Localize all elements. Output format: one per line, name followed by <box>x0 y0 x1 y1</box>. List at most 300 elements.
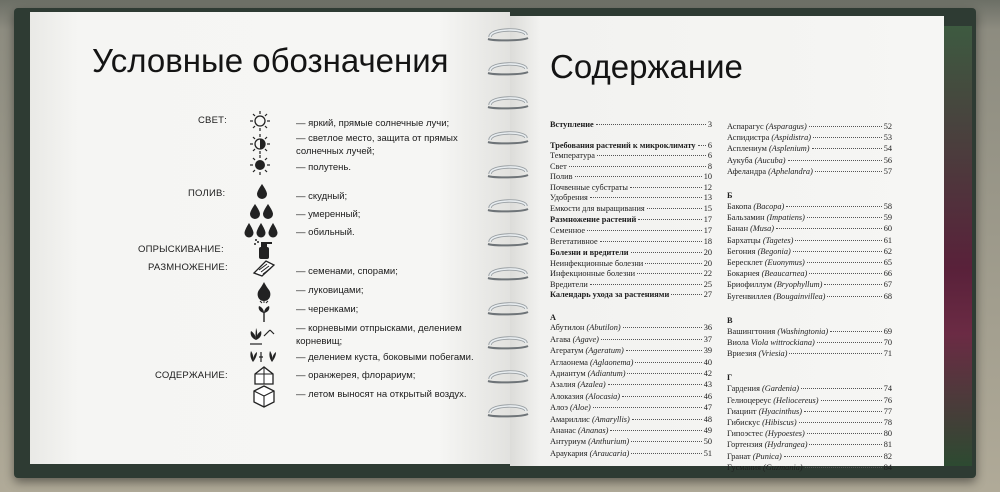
toc-leader-dots <box>807 217 882 218</box>
toc-page-number: 81 <box>883 440 892 450</box>
toc-leader-dots <box>645 263 701 264</box>
toc-leader-dots <box>637 273 702 274</box>
toc-entry-latin: (Guzmania) <box>762 462 803 472</box>
toc-entry-title: Банан <box>727 224 749 234</box>
toc-leader-dots <box>627 373 701 374</box>
toc-entry-title: Аглаонема <box>550 357 588 367</box>
toc-leader-dots <box>632 419 702 420</box>
toc-leader-dots <box>590 284 702 285</box>
toc-entry <box>727 247 892 256</box>
toc-leader-dots <box>807 433 882 434</box>
toc-entry-latin: (Asplenium) <box>768 144 810 154</box>
toc-entry-title: Бриофиллум <box>727 280 772 290</box>
toc-leader-dots <box>597 155 706 156</box>
toc-entry-title: Полив <box>550 172 573 182</box>
toc-entry <box>550 226 712 235</box>
toc-entry <box>727 236 892 245</box>
toc-entry-latin: (Azalea) <box>577 380 606 390</box>
show-through-text <box>308 94 312 111</box>
light-shade-desc: — полутень. <box>296 162 352 173</box>
toc-leader-dots <box>830 331 882 332</box>
toc-page-number: 27 <box>703 290 712 300</box>
toc-entry-title: Инфекционные болезни <box>550 269 636 279</box>
toc-entry <box>727 418 892 427</box>
toc-entry-latin: (Musa) <box>750 224 775 234</box>
toc-leader-dots <box>801 388 882 389</box>
toc-entry-title: Алоэ <box>550 403 568 413</box>
toc-page-number: 17 <box>703 215 712 225</box>
toc-entry-latin: (Amaryllis) <box>591 414 630 424</box>
toc-leader-dots <box>824 284 881 285</box>
toc-entry <box>550 358 712 367</box>
propagation-roots-desc: — корневыми отпрысками, делением корневищ; <box>296 323 462 347</box>
outdoor-box-icon <box>252 384 276 408</box>
toc-leader-dots <box>809 126 882 127</box>
toc-entry-latin: (Hyacinthus) <box>758 406 802 416</box>
toc-page-number: 3 <box>707 120 712 129</box>
toc-entry-latin: (Washingtonia) <box>777 326 829 336</box>
toc-page-number: 15 <box>703 203 712 213</box>
toc-page-number: 17 <box>703 225 712 235</box>
toc-entry-title: Бакопа <box>727 202 752 211</box>
toc-letter-heading: Г <box>727 373 733 383</box>
propagation-bush-desc: — делением куста, боковыми побегами. <box>296 352 474 363</box>
toc-page-number: 56 <box>883 155 892 165</box>
toc-entry-title: Бокарнея <box>727 269 760 279</box>
toc-entry <box>550 151 712 160</box>
toc-entry-latin: Viola wittrockiana) <box>750 338 815 347</box>
legend-title: Условные обозначения <box>92 42 449 79</box>
toc-leader-dots <box>635 362 701 363</box>
legend-page <box>30 12 510 464</box>
toc-page-number: 65 <box>883 258 892 267</box>
toc-leader-dots <box>593 407 702 408</box>
toc-entry <box>550 290 712 299</box>
toc-leader-dots <box>827 296 881 297</box>
toc-entry-latin: (Punica) <box>752 451 782 461</box>
toc-page-number: 18 <box>703 236 712 246</box>
toc-entry-title: Ананас <box>550 425 576 435</box>
toc-entry <box>727 269 892 278</box>
toc-page-number: 47 <box>703 403 712 413</box>
toc-entry-latin: (Vriesia) <box>758 349 788 359</box>
toc-leader-dots <box>821 400 882 401</box>
toc-page-number: 60 <box>883 224 892 234</box>
toc-entry <box>550 237 712 246</box>
propagation-seeds-desc: — семенами, спорами; <box>296 266 398 277</box>
toc-entry-latin: (Bacopa) <box>753 202 785 211</box>
toc-leader-dots <box>596 124 706 125</box>
toc-entry-title: Календарь ухода за растениями <box>550 290 670 300</box>
toc-entry <box>727 144 892 153</box>
toc-entry <box>550 280 712 289</box>
toc-page-number: 76 <box>883 395 892 405</box>
toc-entry-title: Гипоэстес <box>727 429 764 439</box>
toc-entry <box>550 193 712 202</box>
toc-entry-latin: (Hydrangea) <box>764 440 808 450</box>
toc-entry-title: Антуриум <box>550 437 586 447</box>
toc-entry <box>550 346 712 355</box>
toc-entry-latin: (Euonymus) <box>764 258 805 267</box>
toc-entry-title: Аукуба <box>727 155 753 165</box>
toc-page-number: 8 <box>707 161 712 171</box>
toc-leader-dots <box>647 208 702 209</box>
propagation-cuttings-desc: — черенками; <box>296 304 359 315</box>
toc-entry-latin: (Araucaria) <box>589 448 630 458</box>
toc-page-number: 67 <box>883 280 892 290</box>
toc-leader-dots <box>815 171 882 172</box>
toc-page-number: 6 <box>707 151 712 161</box>
toc-leader-dots <box>626 350 702 351</box>
toc-entry <box>550 204 712 213</box>
drop-scant-icon <box>255 182 269 200</box>
toc-entry-latin: (Adiantum) <box>587 368 626 378</box>
toc-entry-latin: (Begonia) <box>757 246 791 256</box>
toc-page-number: 10 <box>703 172 712 182</box>
toc-entry <box>727 407 892 416</box>
contents-column-1 <box>550 120 712 460</box>
toc-page-number: 74 <box>883 384 892 394</box>
toc-entry-title: Вашингтония <box>727 326 776 336</box>
toc-leader-dots <box>569 166 706 167</box>
toc-entry <box>727 463 892 472</box>
toc-page-number: 82 <box>883 451 892 461</box>
root-division-icon <box>248 326 278 346</box>
spiral-ring <box>484 334 532 350</box>
toc-leader-dots <box>610 430 701 431</box>
toc-letter-heading: А <box>550 312 556 322</box>
toc-entry-title: Требования растений к микроклимату <box>550 140 696 150</box>
toc-page-number: 52 <box>883 122 892 131</box>
toc-entry <box>550 335 712 344</box>
toc-entry <box>550 415 712 424</box>
contents-title: Содержание <box>550 48 743 85</box>
toc-entry-title: Адиантум <box>550 368 586 378</box>
toc-entry-latin: (Beaucarnea) <box>761 269 808 279</box>
toc-entry-title: Болезни и вредители <box>550 248 629 258</box>
toc-page-number: 80 <box>883 429 892 439</box>
toc-page-number: 12 <box>703 182 712 192</box>
watering-label: ПОЛИВ: <box>188 188 226 199</box>
toc-entry <box>727 292 892 301</box>
toc-entry-latin: (Bryophyllum) <box>773 280 823 290</box>
toc-entry <box>727 327 892 336</box>
toc-entry-title: Агава <box>550 334 571 344</box>
keeping-greenhouse-desc: — оранжерея, флорариум; <box>296 370 416 381</box>
toc-page-number: 20 <box>703 258 712 268</box>
toc-entry-title: Алоказия <box>550 391 584 401</box>
toc-entry <box>727 452 892 461</box>
toc-page-number: 43 <box>703 380 712 390</box>
toc-entry-latin: (Aglaonema) <box>590 357 634 367</box>
toc-leader-dots <box>776 228 882 229</box>
contents-page <box>510 16 944 472</box>
toc-entry-latin: (Ageratum) <box>585 346 624 356</box>
toc-entry <box>727 338 892 347</box>
toc-entry <box>727 440 892 449</box>
toc-entry-title: Гардения <box>727 384 760 394</box>
spiral-ring <box>484 300 532 316</box>
toc-entry-title: Асплениум <box>727 144 767 154</box>
toc-page-number: 61 <box>883 235 892 245</box>
toc-page-number: 49 <box>703 425 712 435</box>
toc-entry <box>550 380 712 389</box>
toc-page-number: 20 <box>703 248 712 258</box>
toc-letter-heading: В <box>727 315 733 325</box>
drop-abundant-icon <box>243 221 279 239</box>
toc-leader-dots <box>608 384 702 385</box>
toc-leader-dots <box>587 230 702 231</box>
spiral-ring <box>484 163 532 179</box>
spray-bottle-icon <box>254 238 274 260</box>
toc-entry-latin: (Abutilon) <box>586 323 621 333</box>
toc-page-number: 40 <box>703 357 712 367</box>
seed-packet-icon <box>252 259 276 277</box>
toc-entry-latin: (Asparagus) <box>765 122 807 131</box>
toc-entry-title: Бугенвиллея <box>727 291 772 301</box>
toc-leader-dots <box>575 176 702 177</box>
toc-leader-dots <box>631 441 702 442</box>
toc-letter-heading: Б <box>727 191 733 200</box>
toc-entry-title: Почвенные субстраты <box>550 182 628 192</box>
toc-page-number: 22 <box>703 269 712 279</box>
toc-entry <box>550 248 712 257</box>
greenhouse-icon <box>252 364 276 386</box>
toc-entry-title: Афеландра <box>727 166 767 176</box>
toc-entry-title: Семенное <box>550 225 586 235</box>
spiral-ring <box>484 265 532 281</box>
toc-leader-dots <box>622 396 702 397</box>
toc-leader-dots <box>784 456 882 457</box>
toc-entry <box>727 396 892 405</box>
spiral-ring <box>484 26 532 42</box>
toc-entry-title: Амариллис <box>550 414 590 424</box>
toc-entry-latin: (Agave) <box>572 334 599 344</box>
spiral-ring <box>484 402 532 418</box>
toc-page-number: 48 <box>703 414 712 424</box>
toc-entry-title: Аспарагус <box>727 122 764 131</box>
toc-entry-title: Бересклет <box>727 258 763 267</box>
toc-entry <box>550 120 712 129</box>
spiral-ring <box>484 231 532 247</box>
toc-entry-title: Емкости для выращивания <box>550 203 645 213</box>
toc-entry <box>550 141 712 150</box>
toc-entry <box>727 213 892 222</box>
toc-entry <box>727 429 892 438</box>
toc-leader-dots <box>630 187 702 188</box>
toc-entry-title: Абутилон <box>550 323 585 333</box>
toc-page-number: 68 <box>883 291 892 301</box>
toc-entry-title: Вриезия <box>727 349 757 359</box>
toc-entry-title: Гиацинт <box>727 406 757 416</box>
contents-column-2 <box>727 122 892 472</box>
toc-entry-latin: (Aspidistra) <box>771 133 811 143</box>
toc-leader-dots <box>789 353 881 354</box>
toc-entry-title: Гранат <box>727 451 751 461</box>
propagation-bulbs-desc: — луковицами; <box>296 285 364 296</box>
toc-entry <box>550 437 712 446</box>
toc-page-number: 54 <box>883 144 892 154</box>
toc-page-number: 66 <box>883 269 892 279</box>
toc-page-number: 70 <box>883 338 892 347</box>
toc-entry-title: Араукария <box>550 448 588 458</box>
toc-entry-latin: (Aloe) <box>570 403 591 413</box>
toc-entry-title: Вегетативное <box>550 236 598 246</box>
light-bright-place-desc: — светлое место, защита от прямых солнечных лучей; <box>296 133 458 157</box>
toc-entry-latin: (Tagetes) <box>762 235 794 245</box>
toc-entry-latin: (Gardenia) <box>762 384 800 394</box>
light-bright-desc: — яркий, прямые солнечные лучи; <box>296 118 450 129</box>
toc-entry <box>550 403 712 412</box>
propagation-label: РАЗМНОЖЕНИЕ: <box>148 262 228 273</box>
toc-page-number: 69 <box>883 326 892 336</box>
toc-entry-title: Вредители <box>550 279 588 289</box>
toc-leader-dots <box>804 411 882 412</box>
toc-page-number: 84 <box>883 462 892 472</box>
toc-page-number: 50 <box>703 437 712 447</box>
toc-leader-dots <box>601 339 702 340</box>
toc-entry-title: Гусмания <box>727 462 761 472</box>
toc-leader-dots <box>623 327 702 328</box>
toc-entry-title: Виола <box>727 338 749 347</box>
toc-leader-dots <box>813 137 882 138</box>
toc-page-number: 36 <box>703 323 712 333</box>
toc-entry-latin: (Anthurium) <box>588 437 630 447</box>
toc-entry-title: Агератум <box>550 346 584 356</box>
toc-leader-dots <box>793 251 882 252</box>
toc-entry-title: Бегония <box>727 246 756 256</box>
toc-entry-latin: (Hibiscus) <box>762 418 797 427</box>
keeping-outdoor-desc: — летом выносят на открытый воздух. <box>296 389 467 400</box>
toc-entry-latin: (Hypoestes) <box>765 429 805 439</box>
toc-entry-title: Азалия <box>550 380 576 390</box>
toc-entry-title: Размножение растений <box>550 215 637 225</box>
sun-partial-icon <box>249 133 271 155</box>
toc-page-number: 71 <box>883 349 892 359</box>
toc-page-number: 77 <box>883 406 892 416</box>
toc-page-number: 13 <box>703 193 712 203</box>
toc-page-number: 39 <box>703 346 712 356</box>
toc-entry <box>550 259 712 268</box>
toc-entry-title: Гортензия <box>727 440 763 450</box>
toc-page-number: 46 <box>703 391 712 401</box>
light-label: СВЕТ: <box>198 115 227 126</box>
toc-entry <box>727 258 892 267</box>
toc-leader-dots <box>817 342 882 343</box>
keeping-label: СОДЕРЖАНИЕ: <box>155 370 228 381</box>
toc-entry-latin: (Aphelandra) <box>768 166 813 176</box>
toc-leader-dots <box>805 467 882 468</box>
toc-entry <box>550 215 712 224</box>
watering-abundant-desc: — обильный. <box>296 227 355 238</box>
toc-entry <box>727 384 892 393</box>
toc-entry <box>727 122 892 131</box>
watering-moderate-desc: — умеренный; <box>296 209 361 220</box>
spiral-ring <box>484 94 532 110</box>
toc-entry <box>727 167 892 176</box>
toc-entry <box>727 349 892 358</box>
sun-shade-icon <box>249 154 271 176</box>
toc-entry <box>727 202 892 211</box>
toc-entry-title: Гелиоцереус <box>727 395 772 405</box>
toc-entry-latin: (Aucuba) <box>754 155 786 165</box>
bush-division-icon <box>248 348 280 364</box>
toc-leader-dots <box>807 262 882 263</box>
toc-page-number: 62 <box>883 246 892 256</box>
toc-leader-dots <box>671 294 701 295</box>
toc-entry-title: Вступление <box>550 120 594 129</box>
toc-entry <box>550 392 712 401</box>
toc-page-number: 53 <box>883 133 892 143</box>
toc-leader-dots <box>786 206 881 207</box>
toc-entry <box>727 280 892 289</box>
toc-leader-dots <box>795 240 881 241</box>
toc-entry-title: Бальзамин <box>727 213 765 223</box>
toc-entry <box>550 449 712 458</box>
toc-entry-title: Удобрения <box>550 193 588 203</box>
toc-entry <box>550 323 712 332</box>
toc-entry <box>550 162 712 171</box>
drop-moderate-icon <box>248 202 276 220</box>
toc-leader-dots <box>788 160 882 161</box>
toc-page-number: 25 <box>703 279 712 289</box>
toc-page-number: 59 <box>883 213 892 223</box>
toc-entry-latin: (Impatiens) <box>766 213 805 223</box>
toc-leader-dots <box>590 197 702 198</box>
toc-entry <box>550 172 712 181</box>
toc-entry-title: Аспидистра <box>727 133 770 143</box>
toc-page-number: 42 <box>703 368 712 378</box>
toc-leader-dots <box>600 241 702 242</box>
toc-leader-dots <box>809 273 881 274</box>
toc-page-number: 58 <box>883 202 892 211</box>
toc-page-number: 37 <box>703 334 712 344</box>
spiral-ring <box>484 60 532 76</box>
toc-entry-latin: (Alocasia) <box>585 391 621 401</box>
sun-bright-icon <box>249 110 271 132</box>
watering-scant-desc: — скудный; <box>296 191 348 202</box>
toc-entry-latin: (Ananas) <box>578 425 609 435</box>
toc-entry-title: Бархатцы <box>727 235 761 245</box>
toc-entry-title: Свет <box>550 161 567 171</box>
toc-entry <box>550 369 712 378</box>
toc-entry <box>727 224 892 233</box>
toc-entry <box>727 133 892 142</box>
toc-leader-dots <box>799 422 882 423</box>
toc-entry-title: Температура <box>550 151 595 161</box>
toc-leader-dots <box>631 453 701 454</box>
toc-page-number: 57 <box>883 166 892 176</box>
toc-page-number: 51 <box>703 448 712 458</box>
toc-entry <box>550 426 712 435</box>
toc-leader-dots <box>812 148 882 149</box>
toc-leader-dots <box>809 444 881 445</box>
toc-entry-latin: (Heliocereus) <box>773 395 819 405</box>
toc-entry <box>727 156 892 165</box>
bulb-icon <box>254 280 274 304</box>
spiral-ring <box>484 129 532 145</box>
toc-page-number: 6 <box>707 140 712 150</box>
toc-entry-title: Неинфекционные болезни <box>550 258 644 268</box>
toc-leader-dots <box>698 145 706 146</box>
toc-entry-latin: (Bougainvillea) <box>773 291 826 301</box>
toc-page-number: 78 <box>883 418 892 427</box>
spraying-label: ОПРЫСКИВАНИЕ: <box>138 244 224 255</box>
toc-leader-dots <box>631 252 702 253</box>
spiral-ring <box>484 368 532 384</box>
toc-leader-dots <box>638 219 701 220</box>
cutting-icon <box>255 305 273 323</box>
